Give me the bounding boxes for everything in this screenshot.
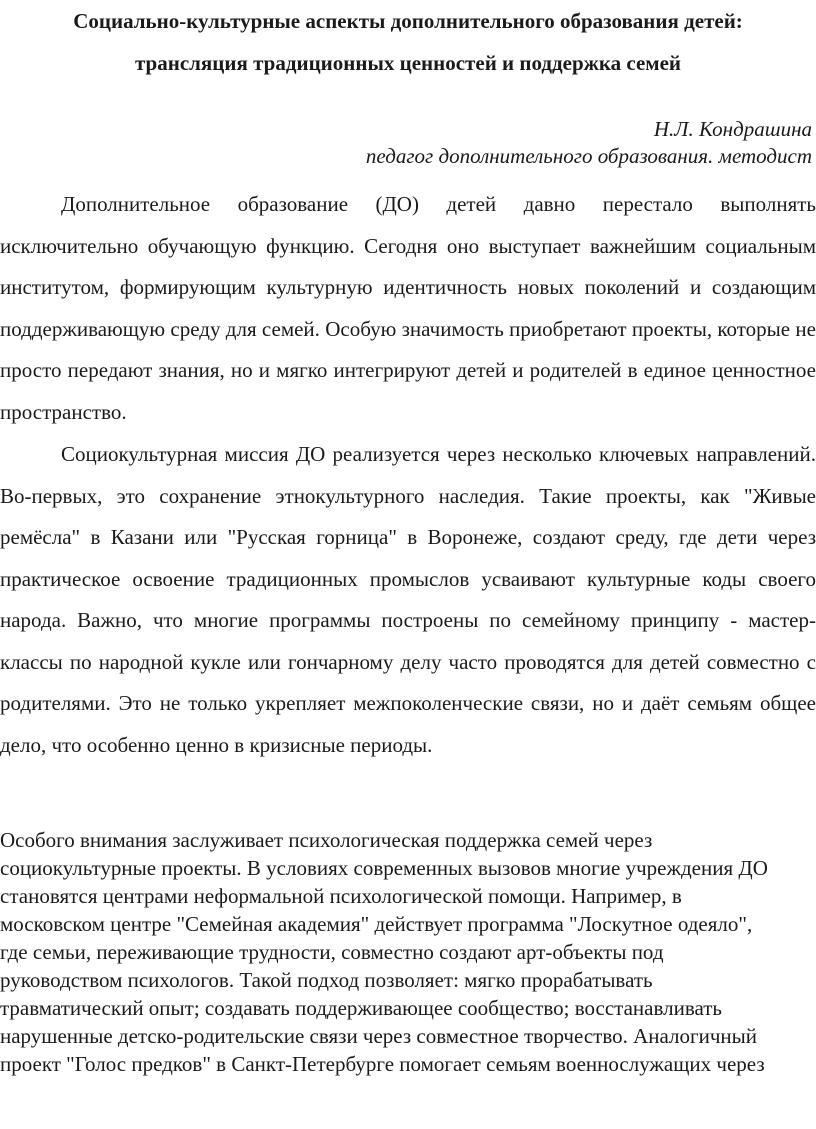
- author-role: педагог дополнительного образования. методист: [365, 144, 812, 168]
- paragraph-1: Дополнительное образование (ДО) детей давно перестало выполнять исключительно обучающую функцию. Сегодня оно выступает важнейшим социальным институтом, формирующим культурную идентичность новых поколений и создающим поддерживающую среду для семей. Особую значимость приобретают проекты, которые не просто передают знания, но и мягко интегрируют детей и родителей в единое ценностное пространство.: [0, 192, 816, 424]
- paragraph-3: Особого внимания заслуживает психологическая поддержка семей через социокультурные проекты. В условиях современных вызовов многие учреждения ДО становятся центрами неформальной психологической помощи. Например, в московском центре "Семейная академия" действует программа "Лоскутное одеяло", где семьи, переживающие трудности, совместно создают арт-объекты под руководством психологов. Такой подход позволяет: мягко прорабатывать травматический опыт; создавать поддерживающее сообщество; восстанавливать нарушенные детско-родительские связи через совместное творчество. Аналогичный проект "Голос предков" в Санкт-Петербурге помогает семьям военнослужащих через: [0, 828, 768, 1076]
- document-title-line-1: Социально-культурные аспекты дополнительного образования детей:: [73, 9, 743, 33]
- document-title-line-2: трансляция традиционных ценностей и поддержка семей: [134, 51, 682, 75]
- paragraph-2: Социокультурная миссия ДО реализуется через несколько ключевых направлений. Во-первых, это сохранение этнокультурного наследия. Такие проекты, как "Живые ремёсла" в Казани или "Русская горница" в Воронеже, создают среду, где дети через практическое освоение традиционных промыслов усваивают культурные коды своего народа. Важно, что многие программы построены по семейному принципу - мастер-классы по народной кукле или гончарному делу часто проводятся для детей совместно с родителями. Это не только укрепляет межпоколенческие связи, но и даёт семьям общее дело, что особенно ценно в кризисные периоды.: [0, 442, 816, 757]
- author-name: Н.Л. Кондрашина: [653, 117, 812, 141]
